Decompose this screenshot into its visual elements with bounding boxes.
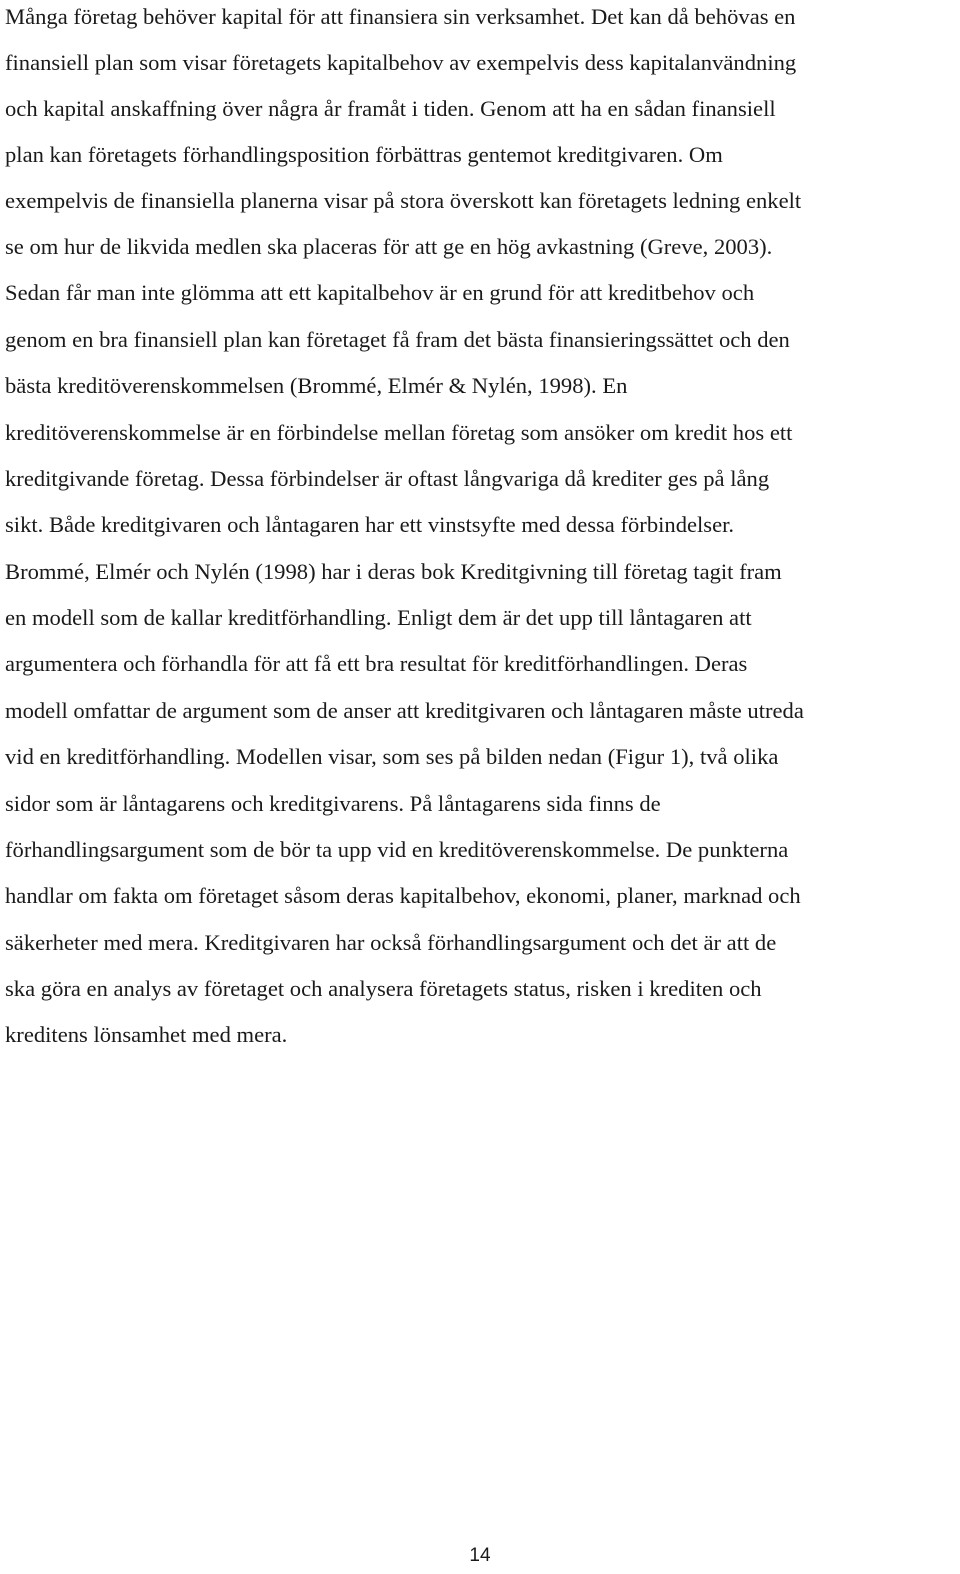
body-text-line: finansiell plan som visar företagets kapitalbehov av exempelvis dess kapitalanvändning xyxy=(5,50,797,75)
body-text-line: argumentera och förhandla för att få ett bra resultat för kreditförhandlingen. Deras xyxy=(5,651,748,676)
body-text-line: en modell som de kallar kreditförhandling. Enligt dem är det upp till låntagaren att xyxy=(5,605,752,630)
body-text-line: se om hur de likvida medlen ska placeras för att ge en hög avkastning (Greve, 2003). xyxy=(5,234,773,259)
body-text-line: sikt. Både kreditgivaren och låntagaren har ett vinstsyfte med dessa förbindelser. xyxy=(5,512,735,537)
body-text-line: säkerheter med mera. Kreditgivaren har också förhandlingsargument och det är att de xyxy=(5,930,777,955)
body-text-line: Sedan får man inte glömma att ett kapitalbehov är en grund för att kreditbehov och xyxy=(5,280,755,305)
body-text-line: modell omfattar de argument som de anser att kreditgivaren och låntagaren måste utreda xyxy=(5,698,804,723)
body-text-line: handlar om fakta om företaget såsom deras kapitalbehov, ekonomi, planer, marknad och xyxy=(5,883,801,908)
body-text-line: kreditgivande företag. Dessa förbindelser är oftast långvariga då krediter ges på lång xyxy=(5,466,770,491)
body-text-line: Många företag behöver kapital för att finansiera sin verksamhet. Det kan då behövas en xyxy=(5,4,796,29)
body-text-line: ska göra en analys av företaget och analysera företagets status, risken i krediten och xyxy=(5,976,762,1001)
page-number: 14 xyxy=(469,1545,491,1566)
body-text-line: bästa kreditöverenskommelsen (Brommé, Elmér & Nylén, 1998). En xyxy=(5,373,628,398)
body-text-line: vid en kreditförhandling. Modellen visar, som ses på bilden nedan (Figur 1), två olika xyxy=(5,744,779,769)
body-text-line: sidor som är låntagarens och kreditgivarens. På låntagarens sida finns de xyxy=(5,791,661,816)
body-text-line: kreditens lönsamhet med mera. xyxy=(5,1022,288,1047)
body-text-line: exempelvis de finansiella planerna visar på stora överskott kan företagets ledning enkelt xyxy=(5,188,802,213)
body-text-line: förhandlingsargument som de bör ta upp vid en kreditöverenskommelse. De punkterna xyxy=(5,837,789,862)
body-text-line: genom en bra finansiell plan kan företaget få fram det bästa finansieringssättet och den xyxy=(5,327,790,352)
body-text-line: plan kan företagets förhandlingsposition förbättras gentemot kreditgivaren. Om xyxy=(5,142,723,167)
body-text-line: kreditöverenskommelse är en förbindelse mellan företag som ansöker om kredit hos ett xyxy=(5,420,793,445)
body-text-line: och kapital anskaffning över några år framåt i tiden. Genom att ha en sådan finansiell xyxy=(5,96,776,121)
body-text-line: Brommé, Elmér och Nylén (1998) har i deras bok Kreditgivning till företag tagit fram xyxy=(5,559,782,584)
